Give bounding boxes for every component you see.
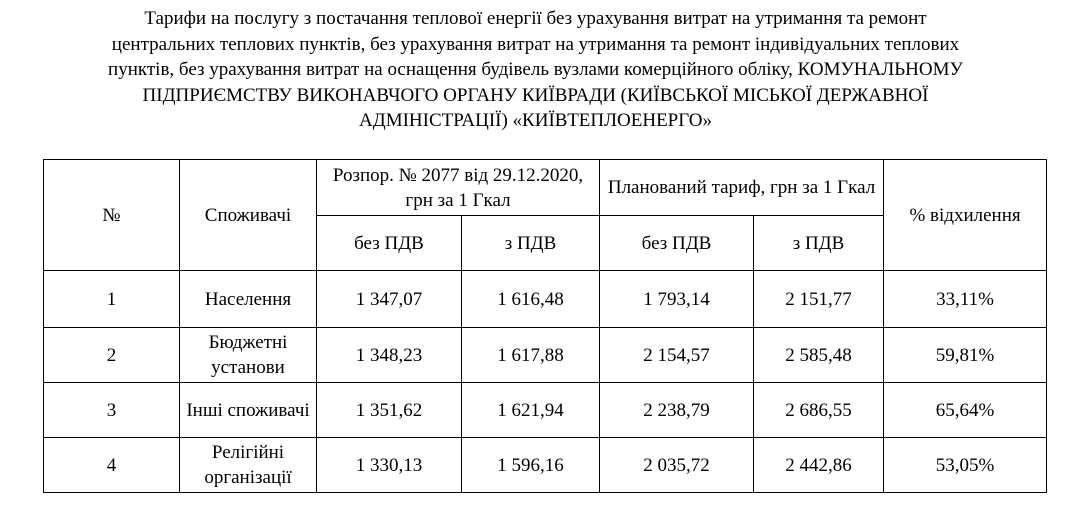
header-planned: Планований тариф, грн за 1 Гкал (600, 160, 884, 216)
cell-planned-with-vat: 2 686,55 (754, 383, 884, 438)
cell-order-without-vat: 1 347,07 (317, 271, 462, 328)
tariffs-table (43, 159, 1047, 493)
cell-deviation: 33,11% (884, 271, 1047, 328)
table-row (44, 328, 1047, 383)
title-line: ПІДПРИЄМСТВУ ВИКОНАВЧОГО ОРГАНУ КИЇВРАДИ (КИЇВСЬКОЇ МІСЬКОЇ ДЕРЖАВНОЇ (142, 84, 929, 106)
cell-order-with-vat: 1 616,48 (462, 271, 600, 328)
header-order-with-vat: з ПДВ (462, 216, 600, 271)
cell-consumer: Інші споживачі (180, 383, 317, 438)
header-deviation: % відхилення (884, 160, 1047, 271)
cell-order-with-vat: 1 617,88 (462, 328, 600, 383)
document-title (30, 6, 1041, 134)
cell-consumer: Населення (180, 271, 317, 328)
cell-order-without-vat: 1 330,13 (317, 438, 462, 493)
cell-order-with-vat: 1 596,16 (462, 438, 600, 493)
table-row (44, 438, 1047, 493)
title-line: АДМІНІСТРАЦІЇ) «КИЇВТЕПЛОЕНЕРГО» (359, 110, 712, 132)
cell-num: 2 (44, 328, 180, 383)
cell-num: 4 (44, 438, 180, 493)
title-line: Тарифи на послугу з постачання теплової енергії без урахування витрат на утримання та ремонт (144, 8, 927, 29)
cell-planned-without-vat: 2 035,72 (600, 438, 754, 493)
cell-deviation: 53,05% (884, 438, 1047, 493)
title-line: центральних теплових пунктів, без урахування витрат на утримання та ремонт індивідуальних теплових (111, 33, 960, 55)
table-row (44, 383, 1047, 438)
cell-planned-without-vat: 1 793,14 (600, 271, 754, 328)
cell-consumer: Релігійні організації (180, 438, 317, 493)
cell-order-without-vat: 1 348,23 (317, 328, 462, 383)
cell-consumer: Бюджетні установи (180, 328, 317, 383)
cell-order-without-vat: 1 351,62 (317, 383, 462, 438)
table-header-row (44, 160, 1047, 216)
title-line: пунктів, без урахування витрат на оснащення будівель вузлами комерційного обліку, КОМУНАЛЬНОМУ (108, 59, 963, 81)
header-num: № (44, 160, 180, 271)
header-consumers: Споживачі (180, 160, 317, 271)
header-order: Розпор. № 2077 від 29.12.2020, грн за 1 Гкал (317, 160, 600, 216)
cell-planned-without-vat: 2 154,57 (600, 328, 754, 383)
cell-planned-without-vat: 2 238,79 (600, 383, 754, 438)
header-planned-with-vat: з ПДВ (754, 216, 884, 271)
cell-order-with-vat: 1 621,94 (462, 383, 600, 438)
cell-num: 1 (44, 271, 180, 328)
table-row (44, 271, 1047, 328)
cell-planned-with-vat: 2 585,48 (754, 328, 884, 383)
cell-deviation: 59,81% (884, 328, 1047, 383)
cell-planned-with-vat: 2 442,86 (754, 438, 884, 493)
header-planned-without-vat: без ПДВ (600, 216, 754, 271)
cell-num: 3 (44, 383, 180, 438)
cell-planned-with-vat: 2 151,77 (754, 271, 884, 328)
header-order-without-vat: без ПДВ (317, 216, 462, 271)
cell-deviation: 65,64% (884, 383, 1047, 438)
